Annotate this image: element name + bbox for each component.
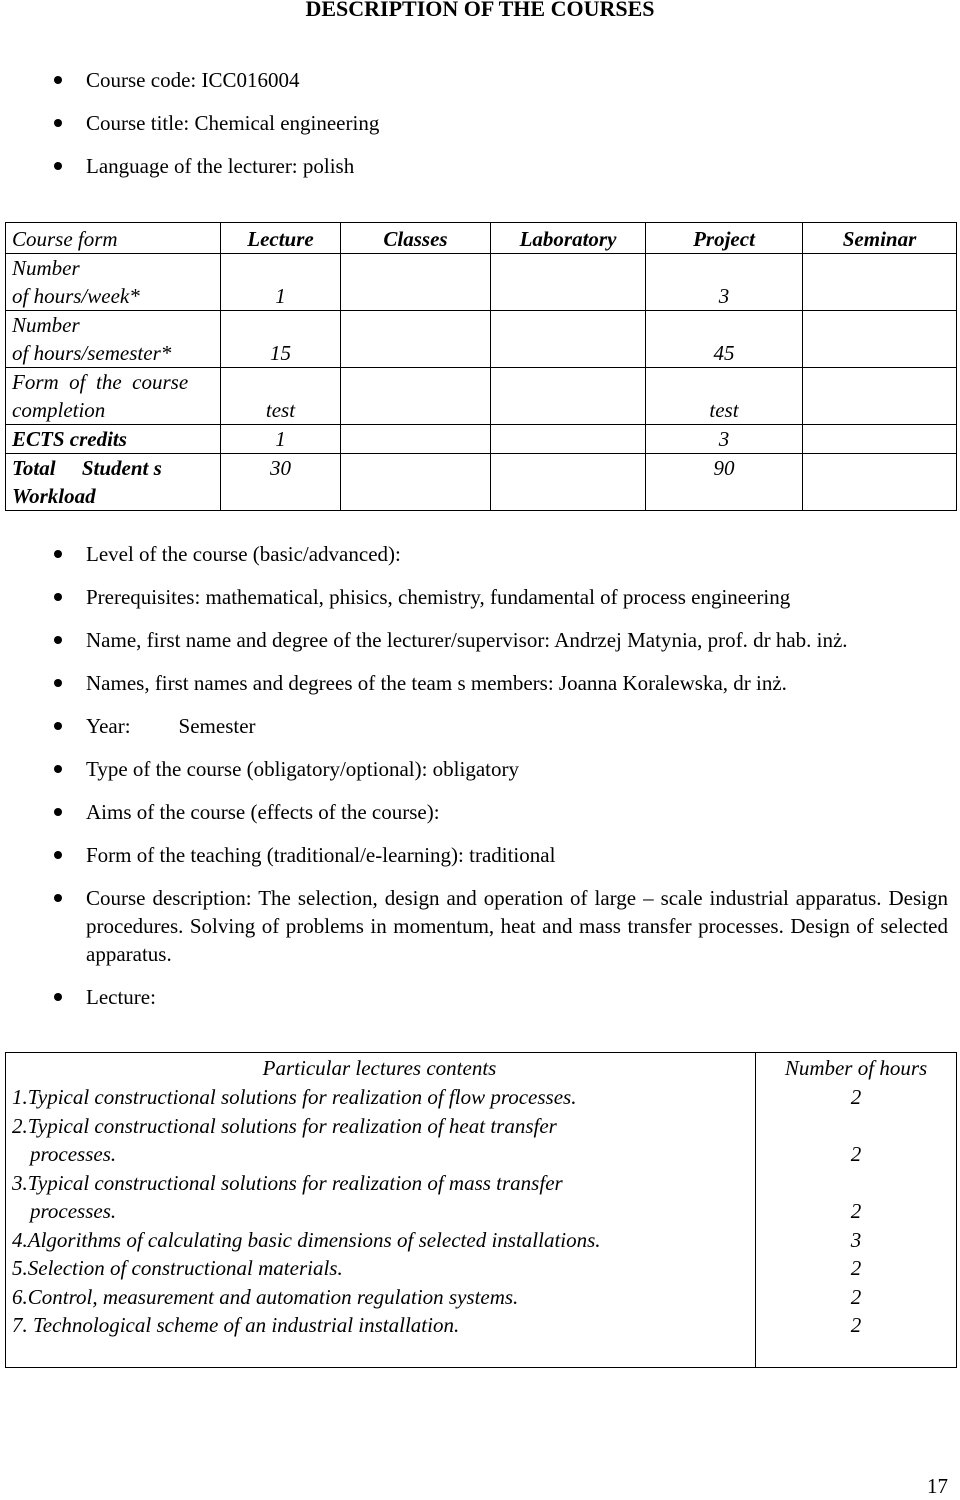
lecture-value: 1 bbox=[221, 254, 341, 311]
lectures-table bbox=[5, 1052, 957, 1368]
project-value: 3 bbox=[646, 254, 803, 311]
year-label: Year: bbox=[86, 714, 131, 738]
table-row bbox=[6, 368, 957, 425]
course-teaching-form: Form of the teaching (traditional/e-learning): traditional bbox=[0, 841, 960, 869]
table-row bbox=[6, 311, 957, 368]
seminar-value bbox=[803, 425, 957, 454]
page-number: 17 bbox=[927, 1474, 948, 1498]
classes-value bbox=[341, 311, 491, 368]
lecture-item: 7. Technological scheme of an industrial installation. bbox=[12, 1313, 460, 1337]
table-row bbox=[6, 425, 957, 454]
project-value: 90 bbox=[646, 454, 803, 511]
header-number-of-hours: Number of hours bbox=[784, 1056, 928, 1080]
header-lectures-contents: Particular lectures contents bbox=[262, 1056, 497, 1080]
project-value: 3 bbox=[646, 425, 803, 454]
seminar-value bbox=[803, 454, 957, 511]
hours-value: 2 bbox=[850, 1199, 862, 1223]
lectures-contents-column bbox=[6, 1053, 756, 1368]
header-project: Project bbox=[646, 223, 803, 254]
laboratory-value bbox=[491, 454, 646, 511]
course-prerequisites: Prerequisites: mathematical, phisics, chemistry, fundamental of process engineering bbox=[0, 583, 960, 611]
course-year bbox=[0, 712, 960, 740]
lecture-item-continued: processes. bbox=[30, 1142, 117, 1166]
table-header-row bbox=[6, 223, 957, 254]
project-value: test bbox=[646, 368, 803, 425]
row-label: Number of hours/week* bbox=[6, 254, 221, 311]
course-type: Type of the course (obligatory/optional): obligatory bbox=[0, 755, 960, 783]
lecture-item: 1.Typical constructional solutions for realization of flow processes. bbox=[12, 1085, 577, 1109]
lecture-label: Lecture: bbox=[0, 983, 960, 1011]
page-title: DESCRIPTION OF THE COURSES bbox=[305, 0, 655, 21]
header-lecture: Lecture bbox=[221, 223, 341, 254]
lectures-hours-column bbox=[756, 1053, 957, 1368]
lecture-value: 1 bbox=[221, 425, 341, 454]
hours-spacer bbox=[756, 1112, 956, 1141]
row-label: Number of hours/semester* bbox=[6, 311, 221, 368]
lectures-table-body bbox=[6, 1053, 957, 1368]
course-level: Level of the course (basic/advanced): bbox=[0, 540, 960, 568]
course-header-list bbox=[0, 66, 960, 195]
seminar-value bbox=[803, 311, 957, 368]
course-team: Names, first names and degrees of the team s members: Joanna Koralewska, dr inż. bbox=[0, 669, 960, 697]
hours-spacer bbox=[756, 1169, 956, 1198]
hours-value: 2 bbox=[850, 1284, 862, 1309]
row-label: ECTS credits bbox=[6, 425, 221, 454]
hours-value: 2 bbox=[850, 1313, 862, 1337]
row-label: Total Student s Workload bbox=[6, 454, 221, 511]
seminar-value bbox=[803, 254, 957, 311]
lecture-item: 3.Typical constructional solutions for realization of mass transfer bbox=[12, 1170, 563, 1195]
course-lecturer: Name, first name and degree of the lecturer/supervisor: Andrzej Matynia, prof. dr hab. inż. bbox=[0, 626, 960, 654]
hours-value: 3 bbox=[850, 1227, 862, 1252]
classes-value bbox=[341, 454, 491, 511]
laboratory-value bbox=[491, 368, 646, 425]
course-form-table bbox=[5, 222, 957, 511]
lecture-item: 4.Algorithms of calculating basic dimensions of selected installations. bbox=[12, 1227, 601, 1252]
table-row bbox=[6, 454, 957, 511]
course-aims: Aims of the course (effects of the course): bbox=[0, 798, 960, 826]
seminar-value bbox=[803, 368, 957, 425]
lecture-value: test bbox=[221, 368, 341, 425]
classes-value bbox=[341, 254, 491, 311]
course-code: Course code: ICC016004 bbox=[0, 66, 960, 94]
classes-value bbox=[341, 425, 491, 454]
course-description: Course description: The selection, design and operation of large – scale industrial apparatus. Design procedures. Solving of problems in momentum, heat and mass transfer processes. Design of selected apparatus. bbox=[0, 884, 960, 968]
lecture-value: 15 bbox=[221, 311, 341, 368]
lecture-item: 6.Control, measurement and automation regulation systems. bbox=[12, 1284, 519, 1309]
semester-label: Semester bbox=[178, 714, 256, 738]
header-laboratory: Laboratory bbox=[491, 223, 646, 254]
table-row bbox=[6, 254, 957, 311]
header-classes: Classes bbox=[341, 223, 491, 254]
laboratory-value bbox=[491, 254, 646, 311]
header-course-form: Course form bbox=[6, 223, 221, 254]
course-language: Language of the lecturer: polish bbox=[0, 152, 960, 180]
laboratory-value bbox=[491, 311, 646, 368]
header-seminar: Seminar bbox=[803, 223, 957, 254]
laboratory-value bbox=[491, 425, 646, 454]
lecture-item-continued: processes. bbox=[30, 1199, 117, 1223]
lecture-item: 2.Typical constructional solutions for realization of heat transfer bbox=[12, 1113, 557, 1138]
course-info-list bbox=[0, 540, 960, 1026]
lecture-value: 30 bbox=[221, 454, 341, 511]
hours-value: 2 bbox=[850, 1085, 862, 1109]
row-label: Form of the course completion bbox=[6, 368, 221, 425]
lecture-item: 5.Selection of constructional materials. bbox=[12, 1256, 343, 1280]
hours-value: 2 bbox=[850, 1256, 862, 1280]
classes-value bbox=[341, 368, 491, 425]
hours-value: 2 bbox=[850, 1142, 862, 1166]
project-value: 45 bbox=[646, 311, 803, 368]
course-title: Course title: Chemical engineering bbox=[0, 109, 960, 137]
